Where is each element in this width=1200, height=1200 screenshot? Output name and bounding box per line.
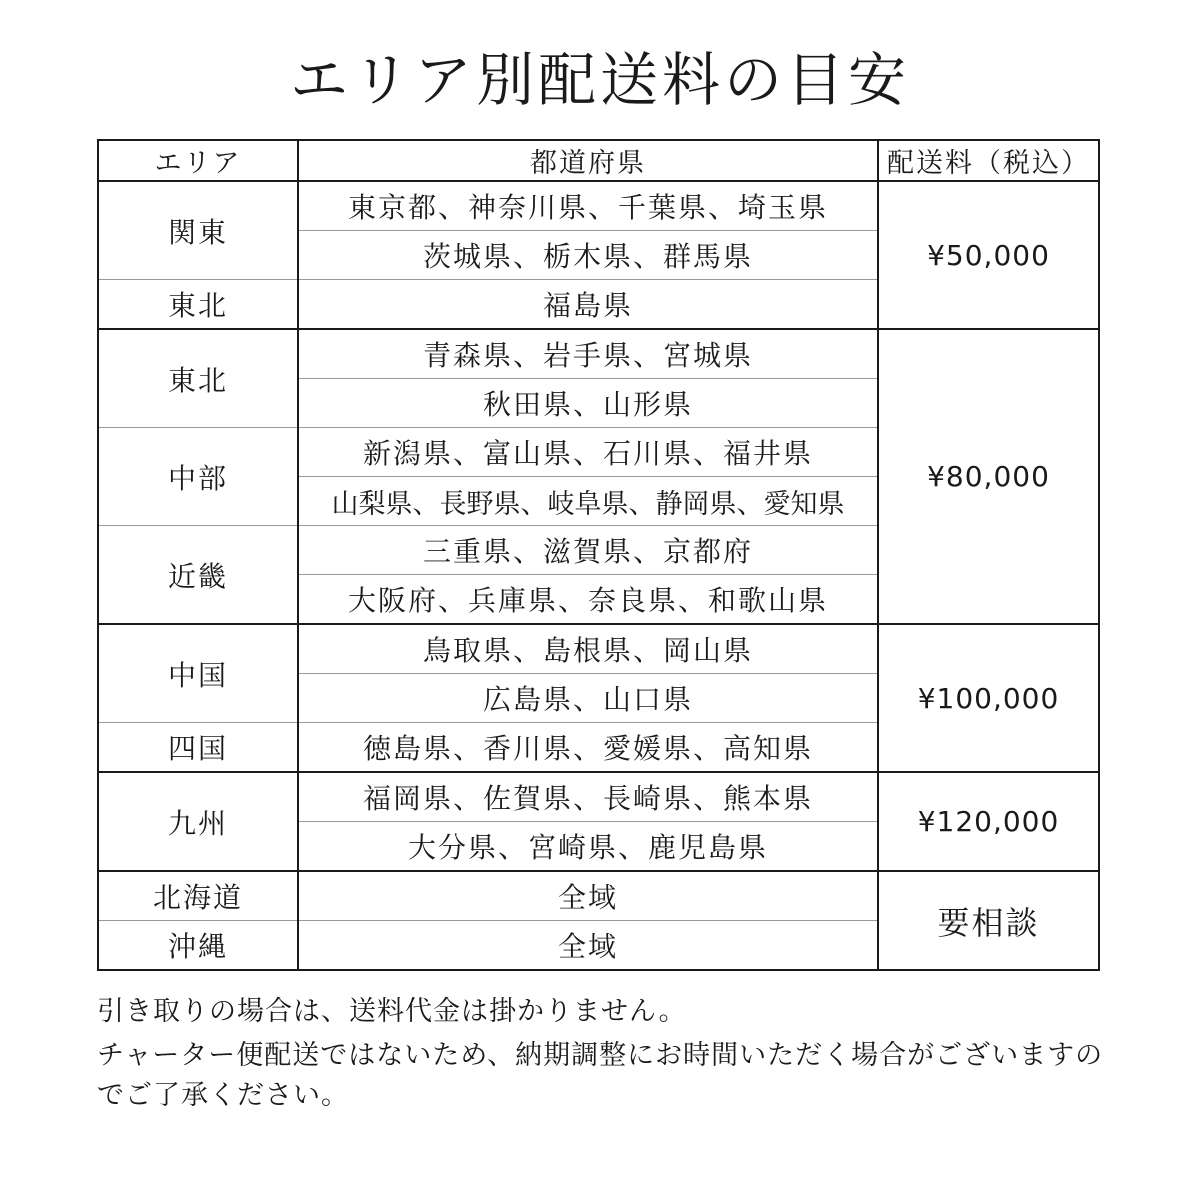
area-cell: 東北 bbox=[98, 329, 298, 428]
fee-cell: ¥120,000 bbox=[878, 772, 1099, 871]
area-cell: 近畿 bbox=[98, 526, 298, 625]
table-row bbox=[98, 181, 1099, 231]
page-title: エリア別配送料の目安 bbox=[289, 46, 910, 114]
prefectures-cell: 福島県 bbox=[298, 280, 878, 330]
prefectures-cell: 鳥取県、島根県、岡山県 bbox=[298, 624, 878, 674]
prefectures-cell: 大阪府、兵庫県、奈良県、和歌山県 bbox=[298, 575, 878, 625]
area-cell: 関東 bbox=[98, 181, 298, 280]
prefectures-cell: 東京都、神奈川県、千葉県、埼玉県 bbox=[298, 181, 878, 231]
header-prefectures: 都道府県 bbox=[298, 140, 878, 181]
prefectures-cell: 全域 bbox=[298, 921, 878, 971]
table-row bbox=[98, 772, 1099, 822]
prefectures-cell: 青森県、岩手県、宮城県 bbox=[298, 329, 878, 379]
table-header-row bbox=[98, 140, 1099, 181]
header-area: エリア bbox=[98, 140, 298, 181]
fee-cell: ¥100,000 bbox=[878, 624, 1099, 772]
area-cell: 東北 bbox=[98, 280, 298, 330]
prefectures-cell: 全域 bbox=[298, 871, 878, 921]
shipping-rate-table bbox=[97, 139, 1100, 971]
area-cell: 九州 bbox=[98, 772, 298, 871]
prefectures-cell: 福岡県、佐賀県、長崎県、熊本県 bbox=[298, 772, 878, 822]
prefectures-cell: 大分県、宮崎県、鹿児島県 bbox=[298, 822, 878, 872]
area-cell: 北海道 bbox=[98, 871, 298, 921]
note-pickup: 引き取りの場合は、送料代金は掛かりません。 bbox=[97, 996, 687, 1027]
prefectures-cell: 山梨県、長野県、岐阜県、静岡県、愛知県 bbox=[298, 477, 878, 526]
notes bbox=[97, 992, 1107, 1120]
table-row bbox=[98, 871, 1099, 921]
note-delivery: チャーター便配送ではないため、納期調整にお時間いただく場合がございますのでご了承ください。 bbox=[97, 1040, 1104, 1111]
prefectures-cell: 茨城県、栃木県、群馬県 bbox=[298, 231, 878, 280]
prefectures-cell: 秋田県、山形県 bbox=[298, 379, 878, 428]
area-cell: 中部 bbox=[98, 428, 298, 526]
area-cell: 四国 bbox=[98, 723, 298, 773]
header-fee: 配送料（税込） bbox=[878, 140, 1099, 181]
fee-cell: ¥50,000 bbox=[878, 181, 1099, 329]
prefectures-cell: 新潟県、富山県、石川県、福井県 bbox=[298, 428, 878, 477]
table-row bbox=[98, 329, 1099, 379]
area-cell: 沖縄 bbox=[98, 921, 298, 971]
area-cell: 中国 bbox=[98, 624, 298, 723]
prefectures-cell: 広島県、山口県 bbox=[298, 674, 878, 723]
prefectures-cell: 三重県、滋賀県、京都府 bbox=[298, 526, 878, 575]
table-row bbox=[98, 624, 1099, 674]
fee-cell: 要相談 bbox=[878, 871, 1099, 970]
prefectures-cell: 徳島県、香川県、愛媛県、高知県 bbox=[298, 723, 878, 773]
fee-cell: ¥80,000 bbox=[878, 329, 1099, 624]
